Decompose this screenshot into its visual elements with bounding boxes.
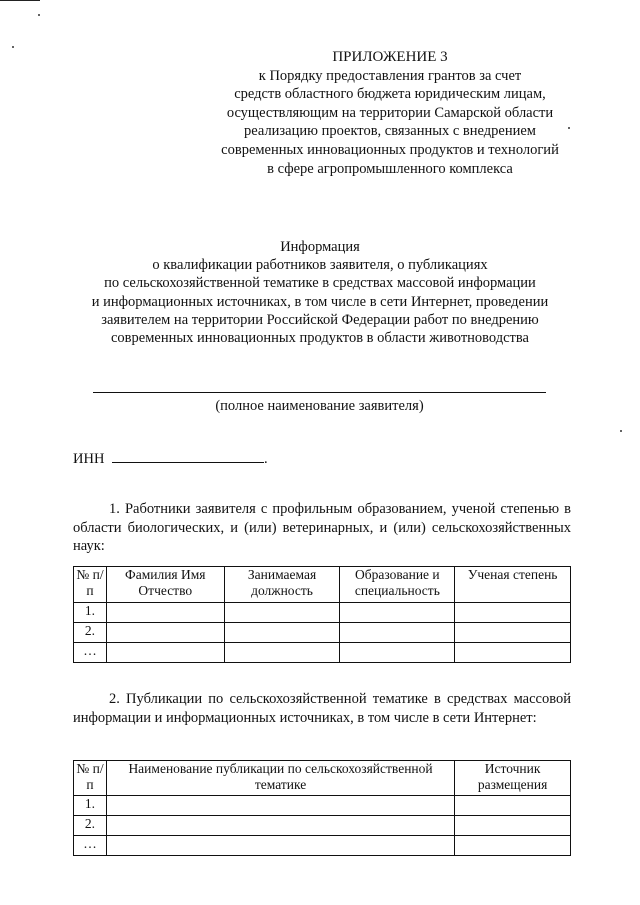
appendix-header [200, 48, 580, 178]
column-header: Образование и специальность [340, 567, 455, 603]
appendix-heading: ПРИЛОЖЕНИЕ 3 [332, 49, 448, 65]
section-2-text [73, 690, 571, 727]
column-header: Наименование публикации по сельскохозяйственной тематике [106, 761, 454, 796]
appendix-line: реализацию проектов, связанных с внедрением [244, 123, 536, 140]
row-number: 2. [74, 816, 107, 836]
scan-speck [620, 430, 622, 432]
table-row [74, 603, 571, 623]
inn-field[interactable] [112, 450, 264, 463]
title-line: по сельскохозяйственной тематике в средствах массовой информации [104, 275, 536, 292]
scan-top-border [0, 0, 40, 1]
column-header: Источник размещения [455, 761, 571, 796]
scan-speck [38, 14, 40, 16]
section-1-text [73, 500, 571, 556]
table-row [74, 816, 571, 836]
table-cell[interactable] [106, 836, 454, 856]
table-cell[interactable] [224, 603, 340, 623]
column-header: Занимаемая должность [224, 567, 340, 603]
table-cell[interactable] [455, 643, 571, 663]
table-cell[interactable] [106, 603, 224, 623]
table-cell[interactable] [106, 623, 224, 643]
table-cell[interactable] [340, 643, 455, 663]
table-cell[interactable] [455, 816, 571, 836]
table-row [74, 623, 571, 643]
table-cell[interactable] [106, 643, 224, 663]
table-cell[interactable] [106, 816, 454, 836]
information-title-block [60, 238, 580, 347]
title-line: и информационных источниках, в том числе в сети Интернет, проведении [91, 293, 549, 310]
section-2-paragraph: 2. Публикации по сельскохозяйственной тематике в средствах массовой информации и информационных источниках, в том числе в сети Интернет: [73, 691, 571, 726]
table-cell[interactable] [455, 836, 571, 856]
table-row [74, 796, 571, 816]
column-header: № п/п [74, 567, 107, 603]
table-row [74, 643, 571, 663]
row-number: 1. [74, 796, 107, 816]
table-row [74, 836, 571, 856]
section-1-paragraph: 1. Работники заявителя с профильным образованием, ученой степенью в области биологических, и (или) ветеринарных, и (или) сельскохозяйственных наук: [73, 501, 571, 554]
applicant-name-caption: (полное наименование заявителя) [215, 398, 424, 414]
title-line: о квалификации работников заявителя, о публикациях [152, 257, 488, 274]
table-cell[interactable] [455, 603, 571, 623]
row-number: 2. [74, 623, 107, 643]
scan-speck [12, 46, 14, 48]
applicant-name-field[interactable] [93, 392, 546, 393]
inn-suffix: . [264, 451, 268, 467]
row-number: … [74, 836, 107, 856]
column-header: Ученая степень [455, 567, 571, 603]
document-title: Информация [280, 239, 360, 255]
table-cell[interactable] [455, 623, 571, 643]
appendix-line: средств областного бюджета юридическим лицам, [234, 86, 546, 103]
appendix-line: к Порядку предоставления грантов за счет [258, 67, 522, 84]
table-cell[interactable] [224, 643, 340, 663]
inn-row [73, 450, 268, 468]
inn-label: ИНН [73, 451, 105, 467]
appendix-line: в сфере агропромышленного комплекса [267, 160, 513, 177]
row-number: 1. [74, 603, 107, 623]
table-cell[interactable] [340, 623, 455, 643]
column-header: № п/п [74, 761, 107, 796]
row-number: … [74, 643, 107, 663]
staff-table [73, 566, 571, 663]
table-cell[interactable] [455, 796, 571, 816]
column-header: Фамилия Имя Отчество [106, 567, 224, 603]
table-cell[interactable] [224, 623, 340, 643]
publications-table [73, 760, 571, 856]
table-cell[interactable] [106, 796, 454, 816]
appendix-line: современных инновационных продуктов и технологий [221, 141, 559, 158]
title-line: заявителем на территории Российской Федерации работ по внедрению [101, 311, 539, 328]
table-cell[interactable] [340, 603, 455, 623]
title-line: современных инновационных продуктов в области животноводства [110, 330, 529, 347]
table-header-row [74, 567, 571, 603]
appendix-line: осуществляющим на территории Самарской области [226, 104, 554, 121]
table-header-row [74, 761, 571, 796]
